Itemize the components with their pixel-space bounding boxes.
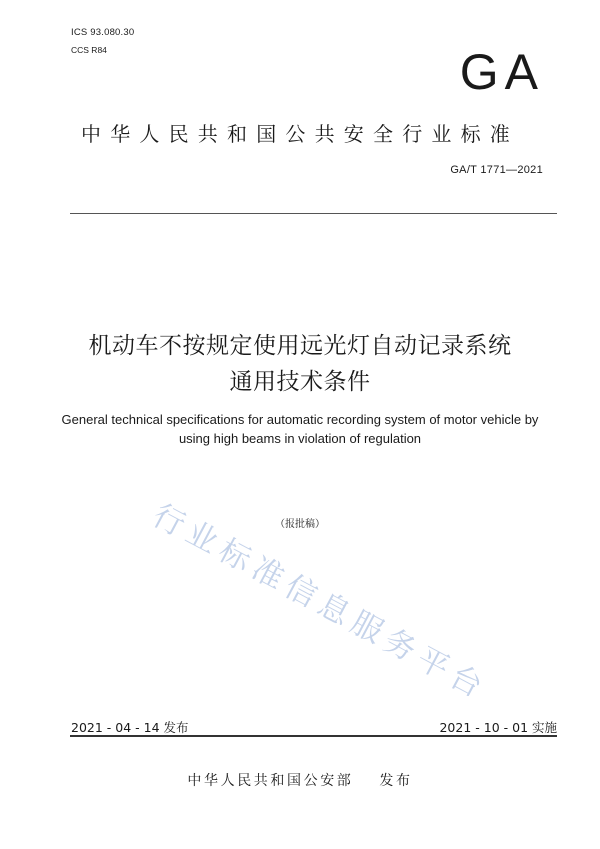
watermark-char: 平: [410, 640, 455, 687]
watermark-char: 务: [377, 622, 422, 669]
ics-code: ICS 93.080.30: [71, 27, 135, 38]
bottom-divider: [70, 735, 557, 737]
issuer-name: 中华人民共和国公安部: [187, 773, 354, 789]
ccs-code: CCS R84: [71, 45, 107, 55]
watermark-char: 业: [179, 514, 224, 561]
top-divider: [70, 213, 557, 214]
standard-type-heading: 中华人民共和国公共安全行业标准: [81, 122, 519, 146]
watermark-char: 息: [311, 586, 356, 633]
issuer-action: 发布: [379, 773, 413, 789]
title-zh-line1: 机动车不按规定使用远光灯自动记录系统: [88, 333, 512, 359]
watermark-char: 台: [443, 658, 488, 705]
standard-code: GA/T 1771—2021: [450, 164, 543, 176]
effective-date: 2021 - 10 - 01 实施: [439, 720, 557, 735]
watermark-char: 信: [278, 568, 323, 615]
watermark-char: 行: [146, 497, 191, 544]
issue-date: 2021 - 04 - 14 发布: [71, 720, 189, 735]
title-en-line2: using high beams in violation of regulation: [178, 431, 422, 446]
issuer-line: [0, 770, 600, 790]
title-en-line1: General technical specifications for automatic recording system of motor vehicle by: [61, 412, 539, 427]
watermark-char: 标: [212, 532, 257, 579]
draft-status-label: （报批稿）: [275, 519, 325, 530]
title-zh-line2: 通用技术条件: [229, 369, 371, 395]
ga-logo: GA: [459, 44, 544, 100]
watermark-char: 服: [344, 604, 389, 651]
watermark-char: 准: [245, 550, 290, 597]
